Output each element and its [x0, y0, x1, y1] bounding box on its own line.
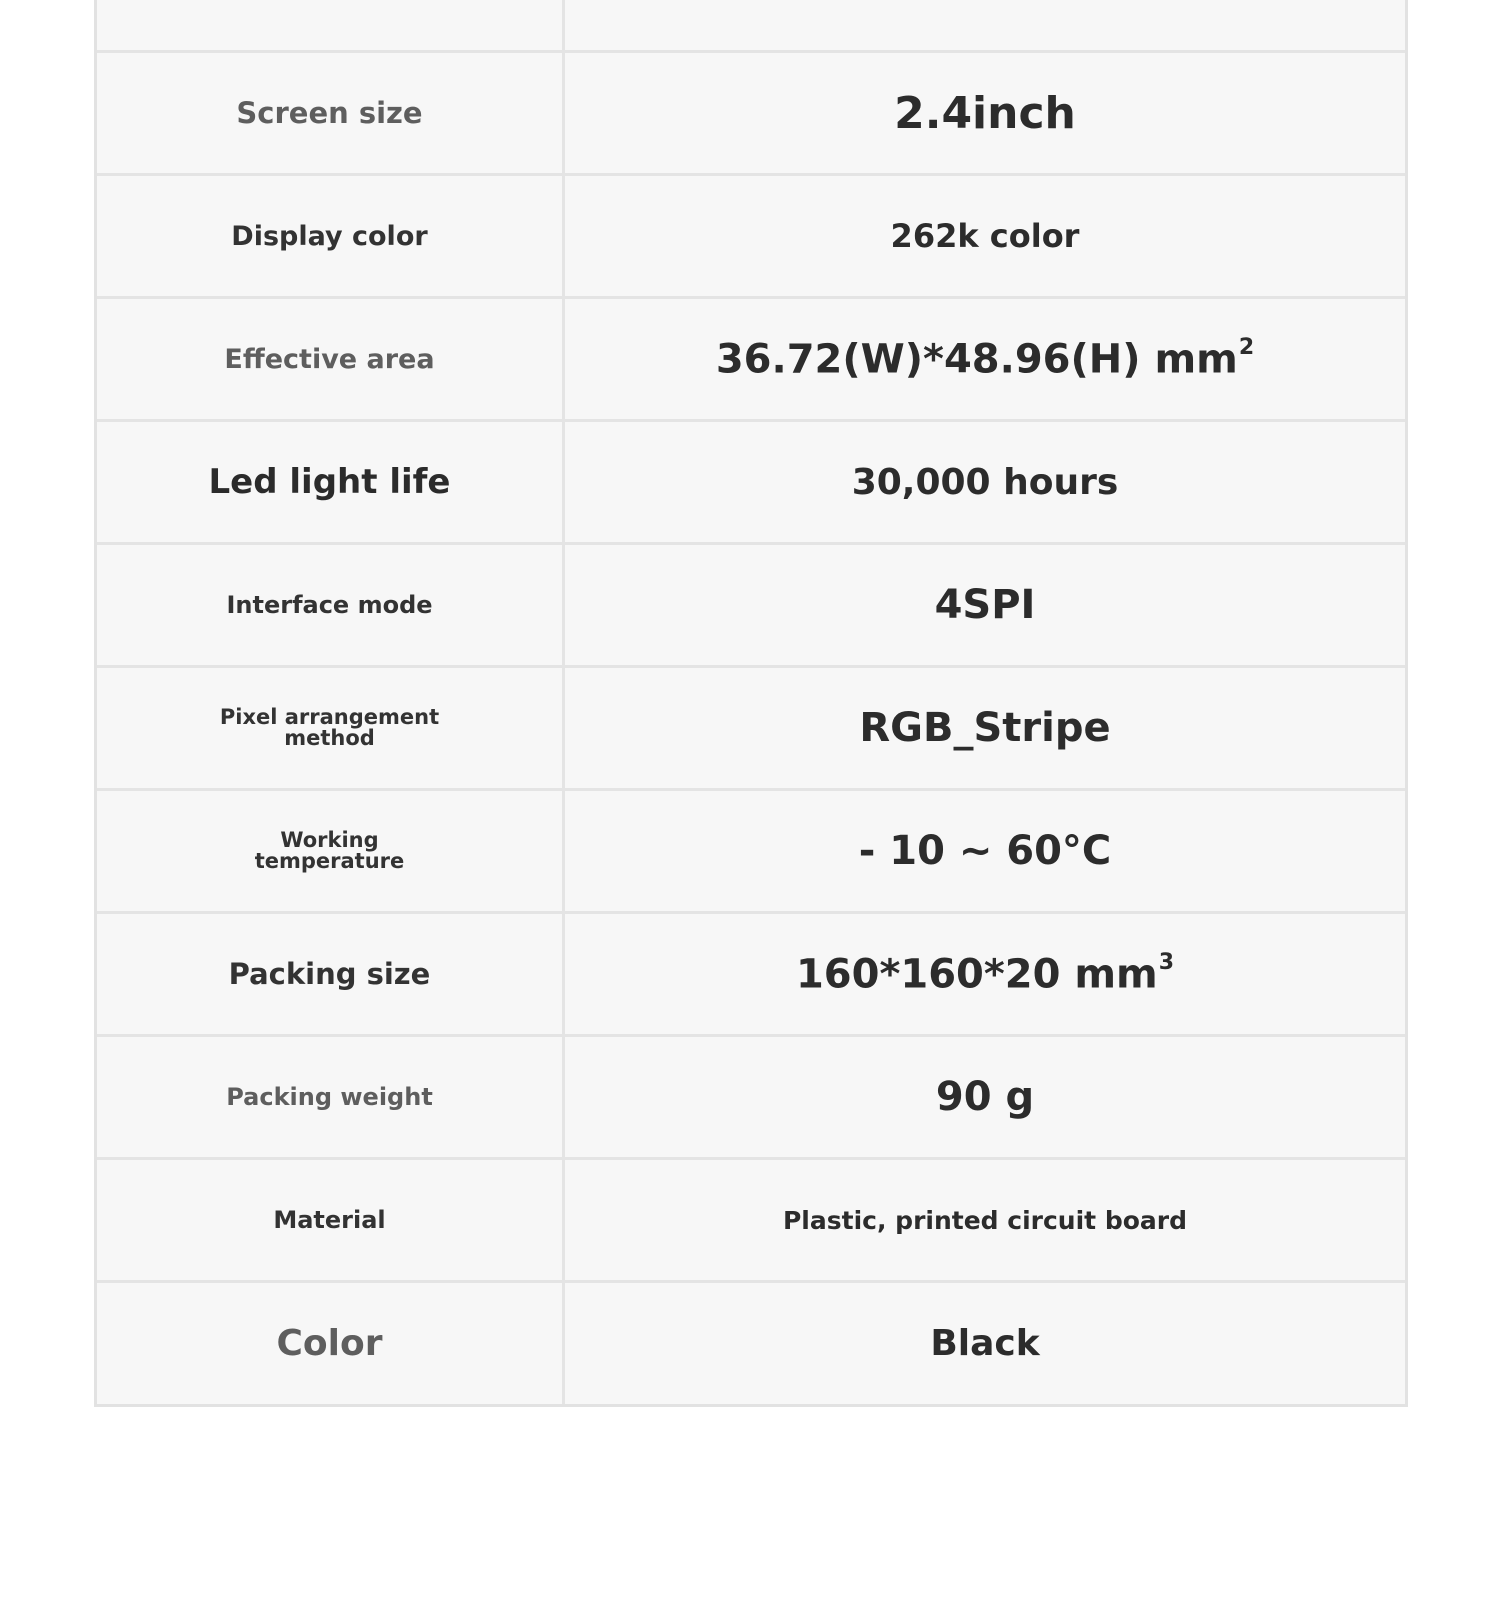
spec-value-text: 4SPI: [934, 582, 1036, 628]
spec-value: [565, 422, 1405, 542]
table-row: [97, 422, 1405, 545]
table-row: [97, 0, 1405, 53]
spec-value: [565, 668, 1405, 788]
table-row: [97, 1160, 1405, 1283]
spec-label-text: Pixel arrangement method: [219, 705, 440, 750]
spec-label: [97, 422, 565, 542]
spec-table: [94, 0, 1408, 1407]
spec-value: [565, 545, 1405, 665]
spec-value-text: - 10 ~ 60°C: [858, 828, 1112, 874]
spec-label: [97, 545, 565, 665]
spec-label: [97, 1037, 565, 1157]
spec-label-text: Material: [273, 1206, 386, 1234]
table-row: [97, 914, 1405, 1037]
spec-label: [97, 668, 565, 788]
spec-value: [565, 1037, 1405, 1157]
spec-value: [565, 1283, 1405, 1404]
spec-value: [565, 176, 1405, 296]
spec-value: [565, 1160, 1405, 1280]
spec-label-text: Effective area: [224, 343, 435, 375]
spec-label: [97, 1160, 565, 1280]
spec-label-text: Packing size: [228, 956, 431, 991]
table-row: [97, 791, 1405, 914]
table-row: [97, 545, 1405, 668]
spec-label: [97, 53, 565, 173]
spec-label-text: Display color: [231, 220, 428, 252]
spec-label: [97, 299, 565, 419]
spec-value-text: 262k color: [890, 217, 1080, 255]
spec-value: [565, 791, 1405, 911]
spec-label-text: Working temperature: [254, 828, 405, 873]
table-row: [97, 668, 1405, 791]
spec-value-text: 160*160*20 $mm^3$: [795, 950, 1175, 998]
spec-label: [97, 0, 565, 50]
spec-label: [97, 1283, 565, 1404]
spec-label-text: Interface mode: [226, 591, 433, 619]
spec-value-text: 90 g: [935, 1074, 1035, 1120]
spec-value-text: 36.72(W)*48.96(H) $mm^2$: [715, 335, 1255, 383]
table-row: [97, 53, 1405, 176]
table-row: [97, 1037, 1405, 1160]
spec-value: [565, 53, 1405, 173]
spec-value: [565, 0, 1405, 50]
spec-label-text: Screen size: [236, 95, 423, 130]
spec-value-text: Black: [930, 1323, 1040, 1364]
spec-label-text: Color: [276, 1322, 383, 1364]
spec-value-text: Plastic, printed circuit board: [782, 1205, 1187, 1235]
spec-value-text: 2.4inch: [894, 87, 1076, 139]
table-row: [97, 176, 1405, 299]
spec-value: [565, 914, 1405, 1034]
spec-label: [97, 791, 565, 911]
spec-label: [97, 176, 565, 296]
spec-label-text: Led light life: [208, 462, 451, 502]
spec-label: [97, 914, 565, 1034]
spec-value-text: RGB_Stripe: [859, 705, 1111, 751]
table-row: [97, 299, 1405, 422]
spec-label-text: Packing weight: [226, 1083, 433, 1111]
table-row: [97, 1283, 1405, 1404]
spec-value-text: 30,000 hours: [851, 461, 1119, 503]
spec-value: [565, 299, 1405, 419]
